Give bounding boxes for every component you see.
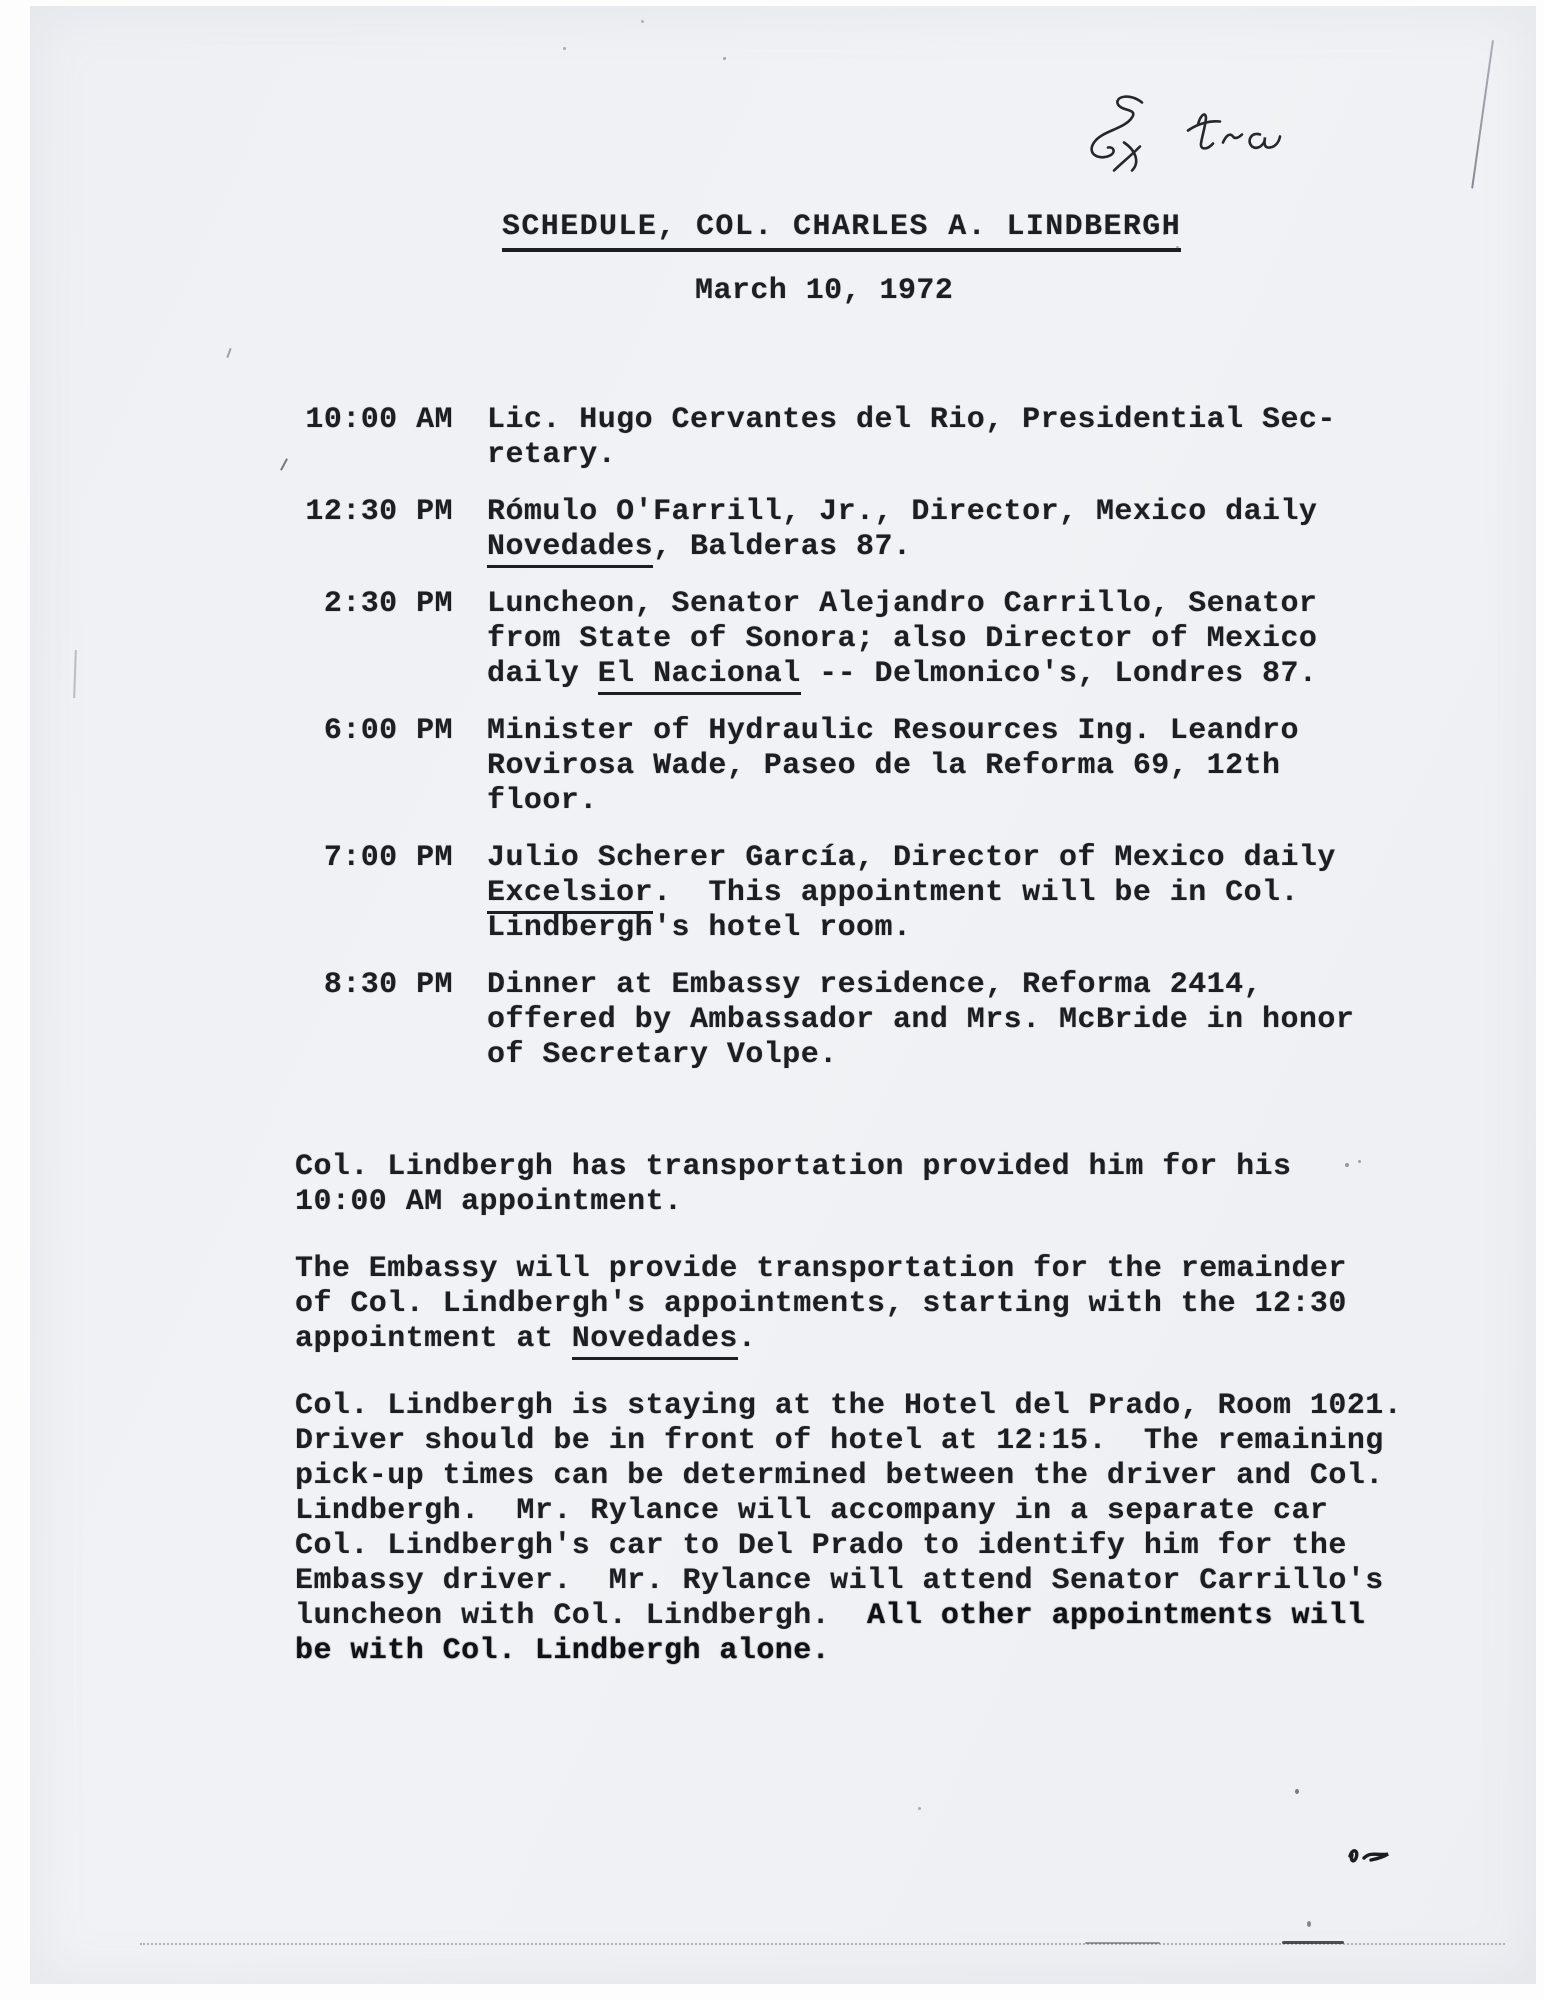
text-line: Minister of Hydraulic Resources Ing. Leandro [487, 714, 1299, 748]
scan-speck [1358, 1160, 1361, 1163]
schedule-time: 2:30 PM [323, 587, 453, 621]
text-line: 10:00 AM appointment. [295, 1185, 683, 1219]
text-line: Col. Lindbergh has transportation provided him for his [295, 1150, 1292, 1184]
text-line: daily El Nacional -- Delmonico's, Londres 87. [487, 657, 1427, 692]
schedule-entry [0, 841, 1544, 946]
text-line: retary. [487, 438, 617, 472]
notes-paragraphs [295, 1150, 1475, 1701]
document-title-text: SCHEDULE, COL. CHARLES A. LINDBERGH [502, 210, 1181, 252]
pencil-corner-mark [1471, 40, 1494, 189]
text-line: Julio Scherer García, Director of Mexico daily [487, 841, 1336, 875]
notes-paragraph [295, 1389, 1475, 1669]
text-line: be with Col. Lindbergh alone. [295, 1634, 831, 1668]
handwritten-extra-annotation [1080, 88, 1290, 173]
scan-speck [1295, 1789, 1299, 1794]
scan-speck [1176, 246, 1179, 249]
schedule-entry [0, 403, 1544, 473]
scan-speck [641, 20, 644, 23]
scan-bottom-mid-dash [1085, 1942, 1160, 1944]
schedule-list [0, 403, 1544, 1095]
text-line: Lindbergh's hotel room. [487, 911, 912, 945]
schedule-description [487, 495, 1427, 565]
scan-speck [918, 1807, 921, 1810]
text-line: floor. [487, 784, 598, 818]
schedule-time: 7:00 PM [323, 841, 453, 875]
text-line: pick-up times can be determined between the driver and Col. [295, 1459, 1384, 1493]
text-line: Lindbergh. Mr. Rylance will accompany in a separate car [295, 1494, 1329, 1528]
scan-bottom-dark-dash [1282, 1941, 1344, 1944]
handwritten-bottom-squiggle [1342, 1840, 1402, 1868]
schedule-entry [0, 714, 1544, 819]
text-line: of Col. Lindbergh's appointments, starting with the 12:30 [295, 1287, 1347, 1321]
schedule-entry [0, 587, 1544, 692]
schedule-entry [0, 968, 1544, 1073]
handwritten-note-text [0, 0, 1, 1]
document-date: March 10, 1972 [695, 274, 954, 308]
schedule-description [487, 587, 1427, 692]
text-line: of Secretary Volpe. [487, 1038, 838, 1072]
text-line: Lic. Hugo Cervantes del Rio, Presidential Sec- [487, 403, 1336, 437]
schedule-description [487, 403, 1427, 473]
schedule-time: 8:30 PM [323, 968, 453, 1002]
text-line: The Embassy will provide transportation for the remainder [295, 1252, 1347, 1286]
scan-speck [1163, 232, 1166, 235]
notes-paragraph [295, 1150, 1475, 1220]
text-line: Rómulo O'Farrill, Jr., Director, Mexico daily [487, 495, 1318, 529]
schedule-description [487, 968, 1427, 1073]
text-line: Col. Lindbergh's car to Del Prado to identify him for the [295, 1529, 1347, 1563]
text-line: Driver should be in front of hotel at 12:15. The remaining [295, 1424, 1384, 1458]
scan-speck [1307, 1921, 1311, 1927]
scan-speck [563, 47, 566, 50]
text-line: appointment at Novedades. [295, 1322, 1475, 1357]
text-line: offered by Ambassador and Mrs. McBride in honor [487, 1003, 1355, 1037]
document-title [502, 210, 1181, 245]
schedule-time: 10:00 AM [305, 403, 453, 437]
text-line: from State of Sonora; also Director of Mexico [487, 622, 1318, 656]
schedule-description [487, 714, 1427, 819]
text-line: Dinner at Embassy residence, Reforma 2414, [487, 968, 1263, 1002]
text-line: Excelsior. This appointment will be in Col. [487, 876, 1427, 911]
text-line: Rovirosa Wade, Paseo de la Reforma 69, 12th [487, 749, 1281, 783]
scan-speck [723, 57, 726, 60]
schedule-entry [0, 495, 1544, 565]
text-line: Embassy driver. Mr. Rylance will attend Senator Carrillo's [295, 1564, 1384, 1598]
text-line: Col. Lindbergh is staying at the Hotel del Prado, Room 1021. [295, 1389, 1403, 1423]
schedule-time: 6:00 PM [323, 714, 453, 748]
text-line: Luncheon, Senator Alejandro Carrillo, Senator [487, 587, 1318, 621]
notes-paragraph [295, 1252, 1475, 1357]
schedule-time: 12:30 PM [305, 495, 453, 529]
scan-tick-mark [226, 348, 231, 358]
scan-speck [1345, 1163, 1349, 1167]
schedule-description [487, 841, 1427, 946]
text-line: luncheon with Col. Lindbergh. All other appointments will [295, 1599, 1366, 1633]
text-line: Novedades, Balderas 87. [487, 530, 1427, 565]
